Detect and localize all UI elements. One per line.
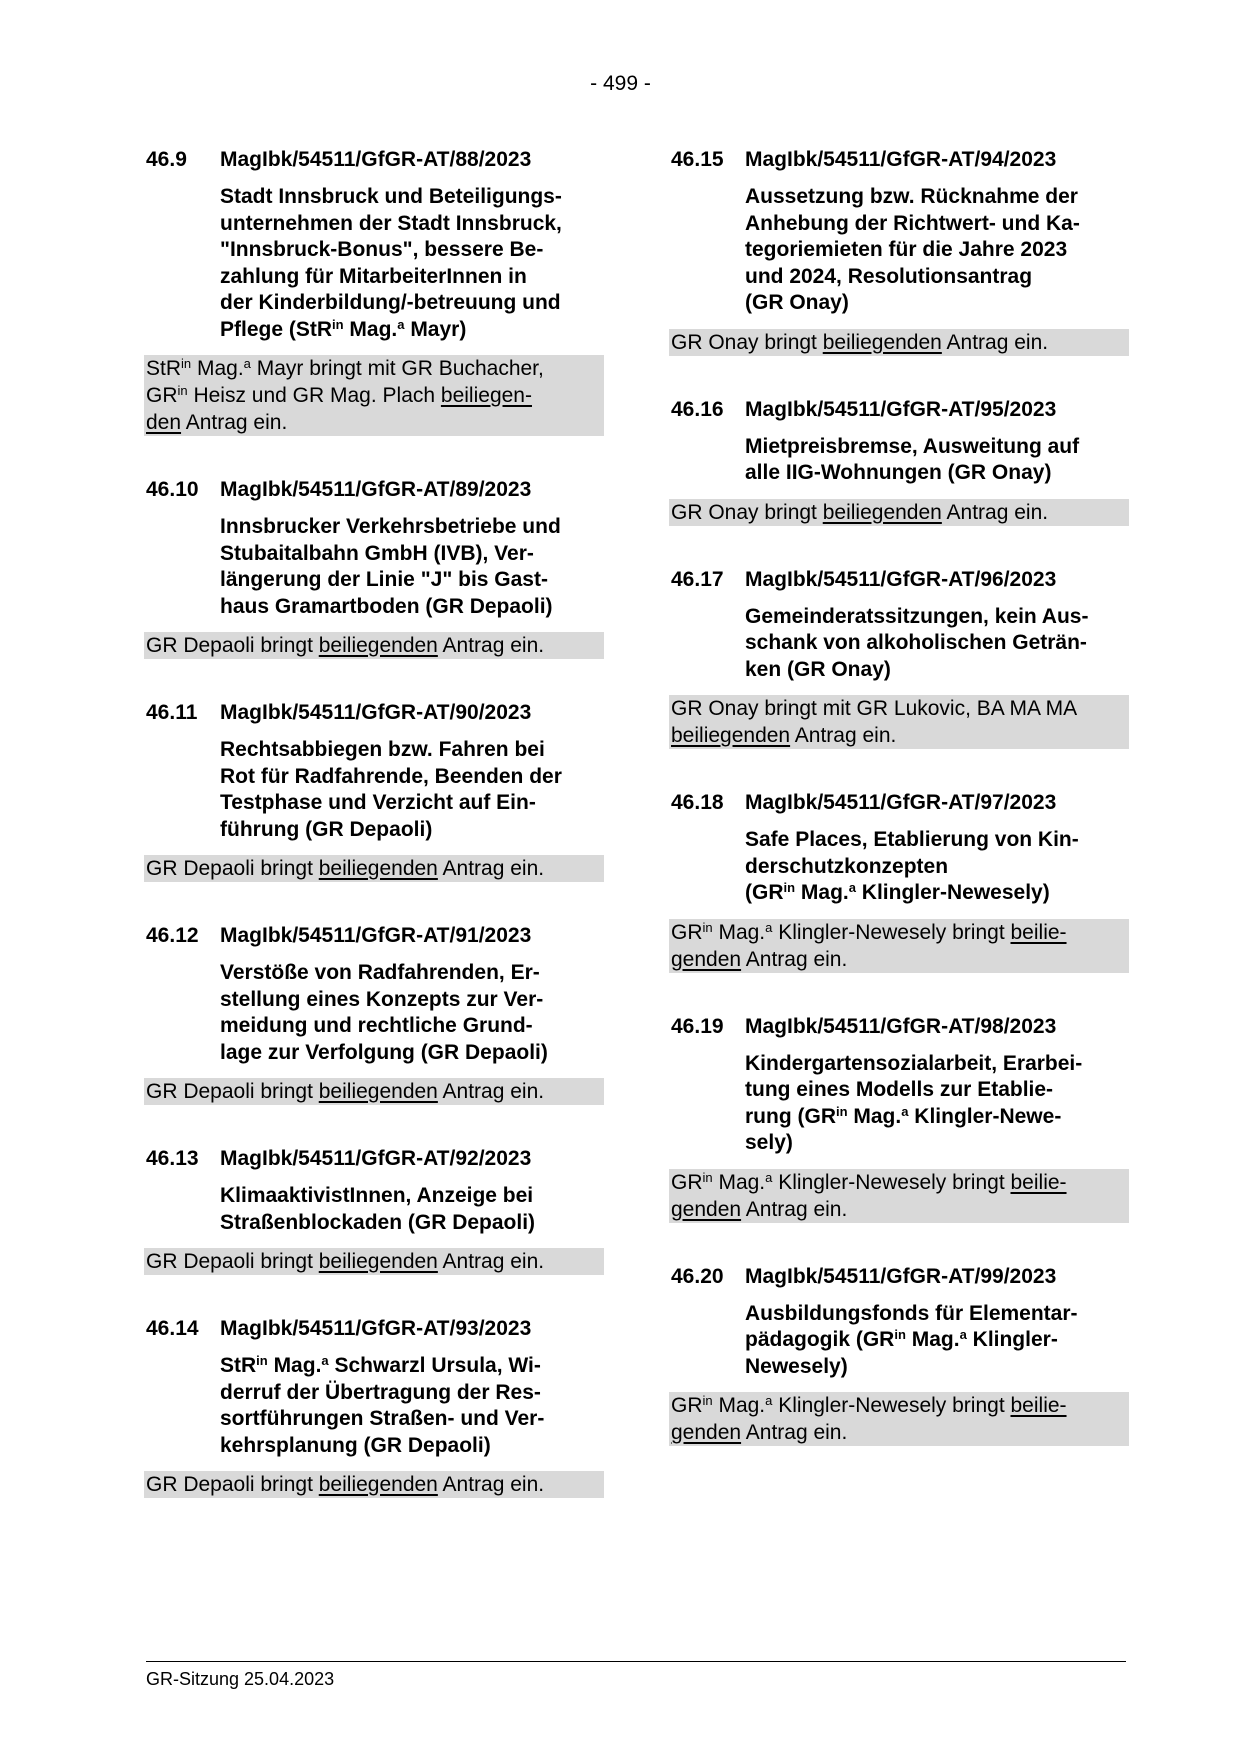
agenda-item-heading xyxy=(146,1315,602,1342)
agenda-item-title: KlimaaktivistInnen, Anzeige bei Straßenblockaden (GR Depaoli) xyxy=(220,1184,536,1234)
footer-session-date: GR-Sitzung 25.04.2023 xyxy=(146,1669,335,1689)
agenda-item-reference: MagIbk/54511/GfGR-AT/98/2023 xyxy=(745,1014,1057,1038)
agenda-item xyxy=(671,396,1127,526)
agenda-item-heading xyxy=(146,1145,602,1172)
agenda-item-reference: MagIbk/54511/GfGR-AT/95/2023 xyxy=(745,397,1057,421)
agenda-item-reference: MagIbk/54511/GfGR-AT/97/2023 xyxy=(745,791,1057,814)
agenda-item-number: 46.16 xyxy=(671,397,724,421)
agenda-item-number: 46.13 xyxy=(146,1147,199,1170)
agenda-item-motion-note: GR Depaoli bringt beiliegenden Antrag ein. xyxy=(144,1248,604,1275)
agenda-item-title: Rechtsabbiegen bzw. Fahren bei Rot für Radfahrende, Beenden der Testphase und Verzicht auf Ein- führung (GR Depaoli) xyxy=(220,738,562,841)
agenda-item xyxy=(146,1145,602,1275)
agenda-item-motion-note: $GR^{in}$ Mag.$^a$ Klingler-Newesely bringt beilie- genden Antrag ein. xyxy=(669,1169,1129,1223)
agenda-item-reference: MagIbk/54511/GfGR-AT/94/2023 xyxy=(745,148,1057,171)
agenda-item-number: 46.12 xyxy=(146,924,199,947)
agenda-item-number: 46.15 xyxy=(671,148,724,171)
agenda-item-heading xyxy=(671,1263,1127,1290)
agenda-item-title: Ausbildungsfonds für Elementar- pädagogik ($GR^{in}$ Mag.$^a$ Klingler- Newesely) xyxy=(745,1301,1078,1378)
agenda-item-heading xyxy=(671,1013,1127,1040)
agenda-item-title: Stadt Innsbruck und Beteiligungs- unternehmen der Stadt Innsbruck, "Innsbruck-Bonus", bessere Be- zahlung für MitarbeiterInnen in der Kinderbildung/-betreuung und Pflege (StR$^{in}$ Mag.$^a$ Mayr) xyxy=(220,185,562,341)
agenda-item-title: Aussetzung bzw. Rücknahme der Anhebung der Richtwert- und Ka- tegoriemieten für die Jahre 2023 und 2024, Resolutionsantrag (GR Onay) xyxy=(745,185,1080,314)
left-column xyxy=(146,146,602,1538)
agenda-item-motion-note: $GR^{in}$ Mag.$^a$ Klingler-Newesely bringt beilie- genden Antrag ein. xyxy=(669,919,1129,973)
agenda-item-reference: MagIbk/54511/GfGR-AT/93/2023 xyxy=(220,1317,532,1340)
agenda-item-reference: MagIbk/54511/GfGR-AT/90/2023 xyxy=(220,701,532,724)
agenda-item-number: 46.20 xyxy=(671,1264,724,1288)
agenda-item-heading xyxy=(146,146,602,173)
agenda-item-heading xyxy=(671,396,1127,423)
agenda-item-number: 46.9 xyxy=(146,148,187,171)
agenda-item xyxy=(671,566,1127,750)
agenda-item xyxy=(671,1263,1127,1447)
agenda-item-title: Verstöße von Radfahrenden, Er- stellung eines Konzepts zur Ver- meidung und rechtliche Grund- lage zur Verfolgung (GR Depaoli) xyxy=(220,961,548,1064)
agenda-item-motion-note: GR Depaoli bringt beiliegenden Antrag ein. xyxy=(144,1471,604,1498)
agenda-item-heading xyxy=(671,789,1127,816)
agenda-item-title: Safe Places, Etablierung von Kin- derschutzkonzepten ($GR^{in}$ Mag.$^a$ Klingler-Newesely) xyxy=(745,828,1079,904)
agenda-item-number: 46.14 xyxy=(146,1317,199,1340)
agenda-item-motion-note: GR Onay bringt mit GR Lukovic, BA MA MA beiliegenden Antrag ein. xyxy=(669,695,1129,749)
agenda-item-motion-note: GR Onay bringt beiliegenden Antrag ein. xyxy=(669,329,1129,356)
agenda-item-reference: MagIbk/54511/GfGR-AT/99/2023 xyxy=(745,1264,1057,1288)
agenda-item-title: Kindergartensozialarbeit, Erarbei- tung eines Modells zur Etablie- rung ($GR^{in}$ Mag.$^a$ Klingler-Newe- sely) xyxy=(745,1051,1083,1154)
agenda-item-reference: MagIbk/54511/GfGR-AT/91/2023 xyxy=(220,924,532,947)
agenda-item-reference: MagIbk/54511/GfGR-AT/89/2023 xyxy=(220,478,532,501)
agenda-item xyxy=(146,1315,602,1498)
footer-divider xyxy=(146,1661,1126,1662)
agenda-item xyxy=(146,476,602,659)
agenda-item-title: StR$^{in}$ Mag.$^a$ Schwarzl Ursula, Wi- derruf der Übertragung der Res- sortführungen Straßen- und Ver- kehrsplanung (GR Depaoli) xyxy=(220,1353,545,1457)
agenda-item-motion-note: StR$^{in}$ Mag.$^a$ Mayr bringt mit GR Buchacher, $GR^{in}$ Heisz und GR Mag. Plach beiliegen- den Antrag ein. xyxy=(144,355,604,436)
agenda-item-title: Mietpreisbremse, Ausweitung auf alle IIG-Wohnungen (GR Onay) xyxy=(745,434,1080,484)
agenda-item-title: Gemeinderatssitzungen, kein Aus- schank von alkoholischen Geträn- ken (GR Onay) xyxy=(745,604,1089,681)
agenda-item-number: 46.18 xyxy=(671,791,724,814)
agenda-item-reference: MagIbk/54511/GfGR-AT/92/2023 xyxy=(220,1147,532,1170)
agenda-item-reference: MagIbk/54511/GfGR-AT/96/2023 xyxy=(745,567,1057,591)
agenda-item-heading xyxy=(146,699,602,726)
agenda-item xyxy=(146,699,602,882)
agenda-item-motion-note: $GR^{in}$ Mag.$^a$ Klingler-Newesely bringt beilie- genden Antrag ein. xyxy=(669,1392,1129,1446)
agenda-item-motion-note: GR Depaoli bringt beiliegenden Antrag ein. xyxy=(144,855,604,882)
agenda-item-heading xyxy=(671,146,1127,173)
agenda-item-number: 46.10 xyxy=(146,478,199,501)
agenda-item-heading xyxy=(146,922,602,949)
agenda-item-motion-note: GR Depaoli bringt beiliegenden Antrag ein. xyxy=(144,632,604,659)
page-number: - 499 - xyxy=(590,72,651,95)
agenda-item xyxy=(146,922,602,1105)
agenda-item xyxy=(146,146,602,436)
agenda-item-heading xyxy=(671,566,1127,593)
agenda-item xyxy=(671,1013,1127,1223)
agenda-item xyxy=(671,146,1127,356)
agenda-item-title: Innsbrucker Verkehrsbetriebe und Stubaitalbahn GmbH (IVB), Ver- längerung der Linie "J" bis Gast- haus Gramartboden (GR Depaoli) xyxy=(220,515,561,618)
agenda-item-number: 46.19 xyxy=(671,1014,724,1038)
agenda-item-motion-note: GR Depaoli bringt beiliegenden Antrag ein. xyxy=(144,1078,604,1105)
agenda-item-motion-note: GR Onay bringt beiliegenden Antrag ein. xyxy=(669,499,1129,526)
agenda-item-reference: MagIbk/54511/GfGR-AT/88/2023 xyxy=(220,148,532,171)
right-column xyxy=(671,146,1127,1486)
agenda-item-number: 46.17 xyxy=(671,567,724,591)
agenda-item xyxy=(671,789,1127,973)
agenda-item-number: 46.11 xyxy=(146,701,198,724)
agenda-item-heading xyxy=(146,476,602,503)
